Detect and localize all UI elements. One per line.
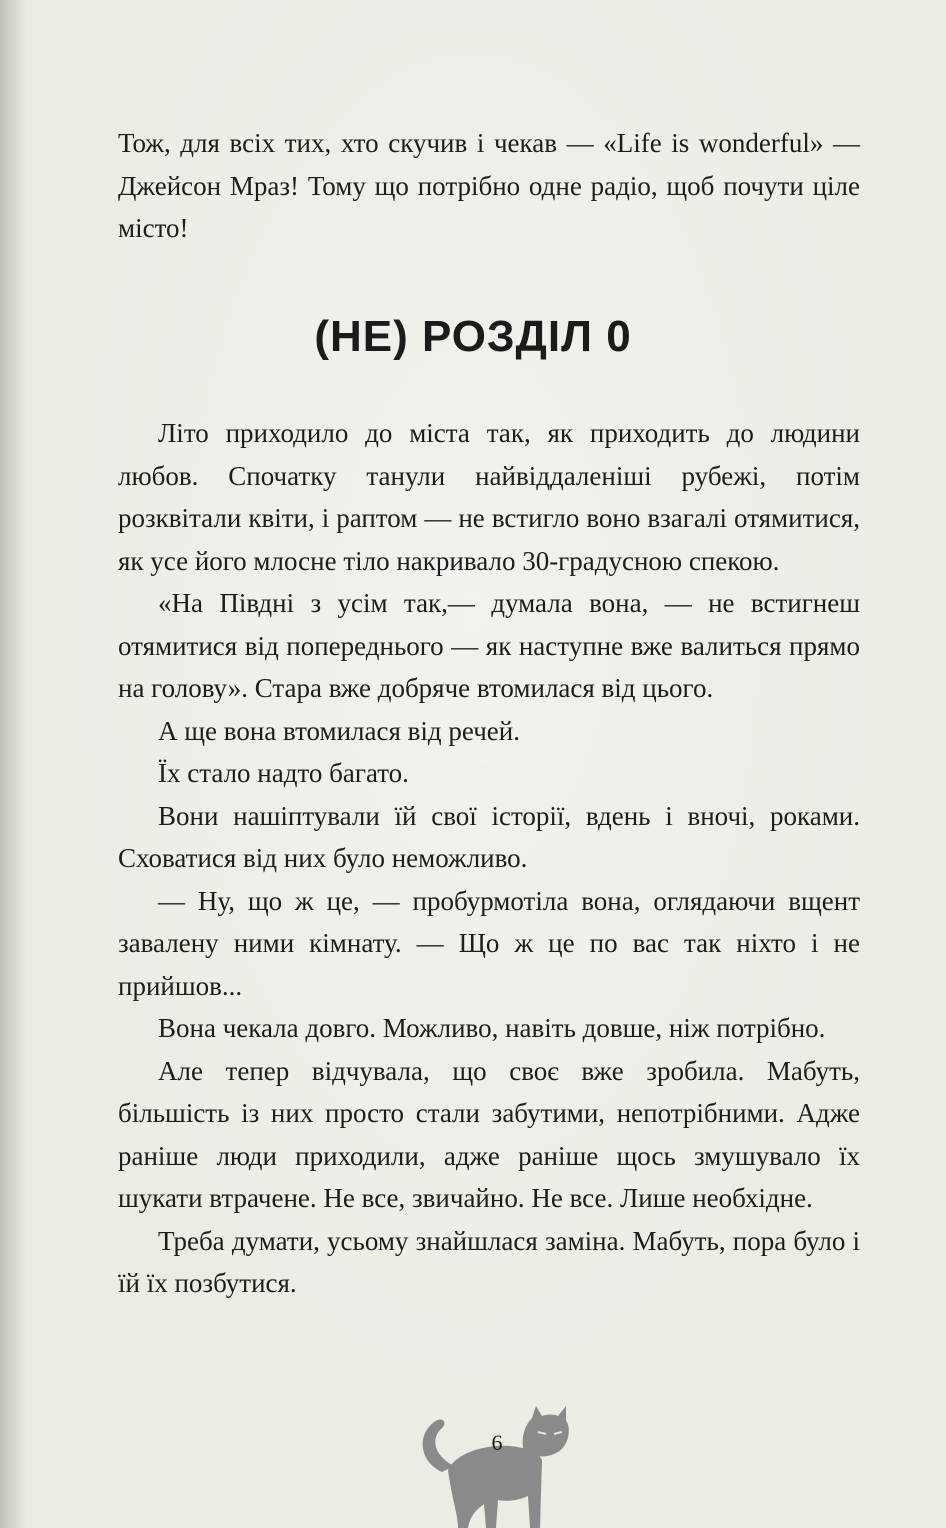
paragraph: Але тепер відчувала, що своє вже зробила. Мабуть, більшість із них просто стали забутими, непотрібними. Адже раніше люди приходили, адже раніше щось змушувало їх шукати втрачене. Не все, звичайно. Не все. Лише необхідне.	[118, 1055, 860, 1213]
page-number: 6	[491, 1430, 503, 1455]
paragraph: «На Півдні з усім так,— думала вона, — не встигнеш отямитися від попереднього — як наступне вже валиться прямо на голову». Стара вже добряче втомилася від цього.	[118, 588, 860, 703]
page-gutter-shadow	[0, 0, 28, 1528]
paragraph: Вона чекала довго. Можливо, навіть довше, ніж потрібно.	[158, 1013, 826, 1043]
chapter-title: (НЕ) РОЗДІЛ 0	[314, 312, 632, 361]
intro-paragraph-block	[118, 122, 860, 250]
cat-icon	[412, 1400, 572, 1528]
intro-paragraph: Тож, для всіх тих, хто скучив і чекав — «Life is wonderful» — Джейсон Мраз! Тому що потрібно одне радіо, щоб почути ціле місто!	[118, 128, 860, 243]
paragraph: Треба думати, усьому знайшлася заміна. Мабуть, пора було і їй їх позбутися.	[118, 1225, 860, 1298]
paragraph: Вони нашіптували їй свої історії, вдень і вночі, роками. Сховатися від них було неможливо.	[118, 800, 860, 873]
paragraph: — Ну, що ж це, — пробурмотіла вона, оглядаючи вщент завалену ними кімнату. — Що ж це по вас так ніхто і не прийшов...	[118, 885, 860, 1001]
paragraph: Їх стало надто багато.	[158, 758, 409, 788]
paragraph: Літо приходило до міста так, як приходить до людини любов. Спочатку танули найвіддаленіші рубежі, потім розквітали квіти, і раптом — не встигло воно взагалі отямитися, як усе його млосне тіло накривало 30-градусною спекою.	[118, 418, 860, 576]
paragraph: А ще вона втомилася від речей.	[158, 715, 520, 746]
chapter-body	[118, 412, 860, 1305]
